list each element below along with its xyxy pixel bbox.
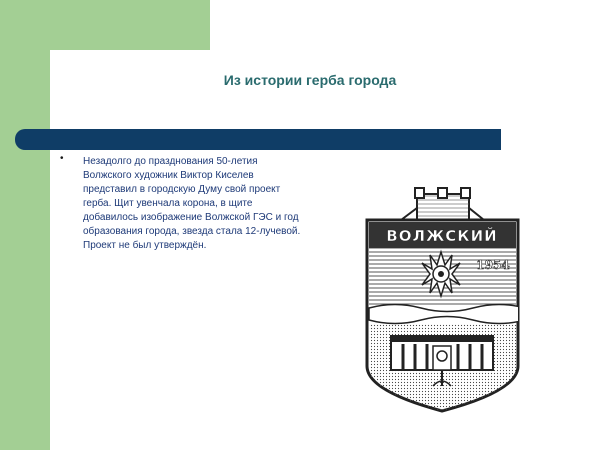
slide-title: Из истории герба города — [223, 72, 397, 88]
green-top-band — [0, 0, 210, 50]
title-divider-bar — [15, 129, 501, 150]
content-corner-curve — [50, 50, 110, 110]
bullet-marker: • — [60, 153, 64, 164]
coat-of-arms-image — [355, 186, 530, 416]
emblem-year: 1954 — [476, 258, 510, 272]
bullet-paragraph: Незадолго до празднования 50-летия Волжского художник Виктор Киселев представил в городскую Думу свой проект герба. Щит увенчала корона, в щите добавилось изображение Волжской ГЭС и год образования города, звезда стала 12-лучевой. Проект не был утверждён. — [83, 156, 301, 251]
crown-icon — [401, 188, 484, 220]
shield-icon — [367, 220, 525, 414]
green-side-band — [0, 0, 50, 450]
emblem-city-name: ВОЛЖСКИЙ — [386, 227, 498, 245]
